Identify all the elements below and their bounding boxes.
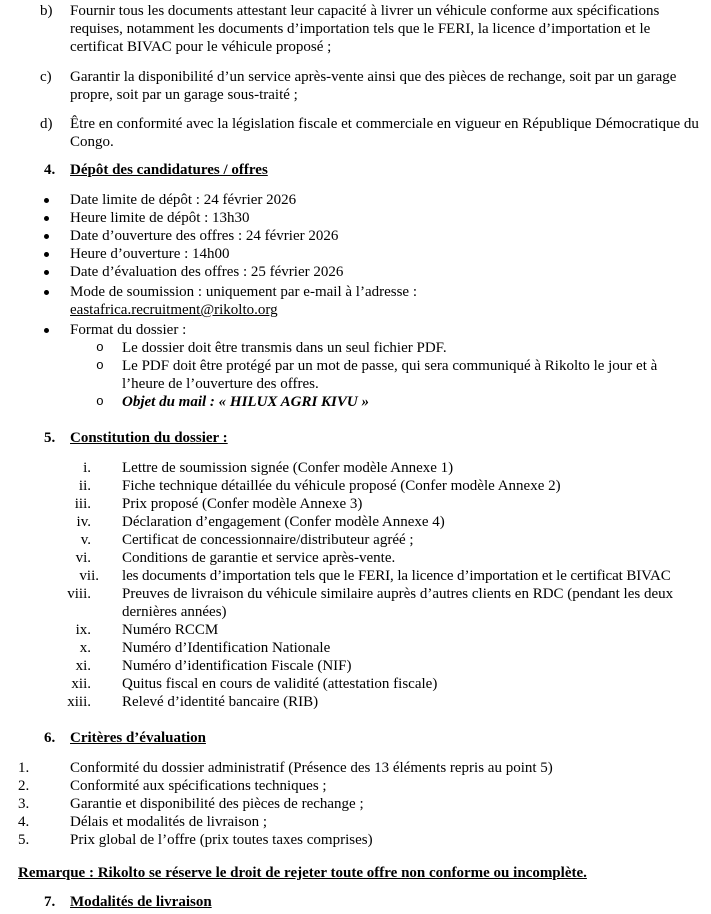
list-item xyxy=(0,621,703,639)
section-number: 6. xyxy=(44,730,56,746)
list-marker: 3. xyxy=(18,796,30,812)
condition-marker: b) xyxy=(40,3,53,19)
condition-text: Être en conformité avec la législation fiscale et commerciale en vigueur en République Démocratique du Congo. xyxy=(70,116,699,150)
list-marker: viii. xyxy=(67,586,91,602)
list-marker: v. xyxy=(80,532,91,548)
list-marker: x. xyxy=(79,640,91,656)
condition-marker: c) xyxy=(40,69,52,85)
condition-marker: d) xyxy=(40,116,53,132)
list-marker: ii. xyxy=(78,478,91,494)
email-link[interactable]: eastafrica.recruitment@rikolto.org xyxy=(70,302,278,318)
list-item xyxy=(0,477,703,495)
section-7-heading xyxy=(0,893,703,911)
section-title: Modalités de livraison xyxy=(70,894,212,910)
bullet-text: Date d’évaluation des offres : 25 février 2026 xyxy=(70,264,344,280)
list-item-text: Déclaration d’engagement (Confer modèle Annexe 4) xyxy=(122,514,445,530)
section-5-heading xyxy=(0,429,703,447)
bullet-icon xyxy=(44,216,49,221)
list-item xyxy=(0,693,703,711)
sub-list-item xyxy=(0,357,703,393)
list-item-text: Délais et modalités de livraison ; xyxy=(70,814,268,830)
bullet-item xyxy=(0,209,703,227)
list-item-text: Conditions de garantie et service après-vente. xyxy=(122,550,396,566)
list-item-text: Prix proposé (Confer modèle Annexe 3) xyxy=(122,496,363,512)
list-item xyxy=(0,549,703,567)
list-item-text: les documents d’importation tels que le FERI, la licence d’importation et le certificat BIVAC xyxy=(122,568,671,584)
section-title: Critères d’évaluation xyxy=(70,730,206,746)
mail-subject: Objet du mail : « HILUX AGRI KIVU » xyxy=(122,394,369,410)
bullet-item xyxy=(0,263,703,281)
list-item-text: Numéro RCCM xyxy=(122,622,219,638)
list-item-text: Numéro d’Identification Nationale xyxy=(122,640,331,656)
sub-item-text: Le PDF doit être protégé par un mot de passe, qui sera communiqué à Rikolto le jour et à l’heure de l’ouverture des offres. xyxy=(122,358,658,392)
bullet-item xyxy=(0,245,703,263)
list-marker: ix. xyxy=(75,622,91,638)
sub-list-item xyxy=(0,339,703,357)
bullet-item xyxy=(0,283,703,319)
list-item xyxy=(0,585,703,621)
section-number: 4. xyxy=(44,162,56,178)
list-item-text: Conformité du dossier administratif (Présence des 13 éléments repris au point 5) xyxy=(70,760,553,776)
section-4-heading xyxy=(0,161,703,179)
list-item-text: Quitus fiscal en cours de validité (attestation fiscale) xyxy=(122,676,438,692)
section-title: Constitution du dossier : xyxy=(70,430,228,446)
section-6-heading xyxy=(0,729,703,747)
list-marker: 5. xyxy=(18,832,30,848)
list-item xyxy=(0,459,703,477)
list-item xyxy=(0,831,703,849)
list-marker: 4. xyxy=(18,814,30,830)
sub-list-item xyxy=(0,393,703,411)
condition-item-b xyxy=(0,2,703,56)
list-item xyxy=(0,813,703,831)
bullet-icon xyxy=(44,234,49,239)
list-marker: 2. xyxy=(18,778,30,794)
list-item xyxy=(0,639,703,657)
list-item xyxy=(0,759,703,777)
remark-note: Remarque : Rikolto se réserve le droit de rejeter toute offre non conforme ou incomplète. xyxy=(18,865,587,881)
bullet-text: Format du dossier : xyxy=(70,322,187,338)
list-item-text: Certificat de concessionnaire/distributeur agréé ; xyxy=(122,532,414,548)
list-item-text: Garantie et disponibilité des pièces de rechange ; xyxy=(70,796,364,812)
list-item xyxy=(0,795,703,813)
section-number: 7. xyxy=(44,894,56,910)
section-title: Dépôt des candidatures / offres xyxy=(70,162,268,178)
bullet-text: Date d’ouverture des offres : 24 février 2026 xyxy=(70,228,339,244)
list-item-text: Lettre de soumission signée (Confer modèle Annexe 1) xyxy=(122,460,454,476)
list-item xyxy=(0,675,703,693)
list-marker: 1. xyxy=(18,760,30,776)
list-item xyxy=(0,531,703,549)
list-marker: vi. xyxy=(75,550,91,566)
list-item-text: Relevé d’identité bancaire (RIB) xyxy=(122,694,319,710)
list-marker: xi. xyxy=(75,658,91,674)
list-item xyxy=(0,495,703,513)
bullet-item xyxy=(0,191,703,209)
list-item xyxy=(0,777,703,795)
sub-item-text: Le dossier doit être transmis dans un seul fichier PDF. xyxy=(122,340,447,356)
bullet-text: Heure d’ouverture : 14h00 xyxy=(70,246,230,262)
list-item-text: Preuves de livraison du véhicule similaire auprès d’autres clients en RDC (pendant les deux dernières années) xyxy=(122,586,674,620)
list-marker: iv. xyxy=(76,514,91,530)
list-item-text: Conformité aux spécifications techniques ; xyxy=(70,778,327,794)
bullet-icon xyxy=(44,198,49,203)
list-item xyxy=(0,513,703,531)
list-marker: i. xyxy=(83,460,91,476)
bullet-item xyxy=(0,321,703,339)
bullet-text: Date limite de dépôt : 24 février 2026 xyxy=(70,192,297,208)
list-item-text: Numéro d’identification Fiscale (NIF) xyxy=(122,658,352,674)
condition-text: Fournir tous les documents attestant leur capacité à livrer un véhicule conforme aux spécifications requises, notamment les documents d’importation tels que le FERI, la licence d’importation et le certificat BIVAC pour le véhicule proposé ; xyxy=(70,3,660,55)
bullet-icon xyxy=(44,290,49,295)
bullet-icon xyxy=(44,328,49,333)
condition-item-d xyxy=(0,115,703,151)
list-marker: vii. xyxy=(79,568,99,584)
bullet-text: Mode de soumission : uniquement par e-mail à l’adresse : xyxy=(70,284,417,300)
bullet-item xyxy=(0,227,703,245)
bullet-icon xyxy=(44,270,49,275)
list-marker: xiii. xyxy=(67,694,91,710)
section-number: 5. xyxy=(44,430,56,446)
circle-bullet-icon: o xyxy=(96,394,104,409)
condition-text: Garantir la disponibilité d’un service après-vente ainsi que des pièces de rechange, soit par un garage propre, soit par un garage sous-traité ; xyxy=(70,69,677,103)
bullet-icon xyxy=(44,252,49,257)
list-item-text: Fiche technique détaillée du véhicule proposé (Confer modèle Annexe 2) xyxy=(122,478,561,494)
circle-bullet-icon: o xyxy=(96,358,104,373)
list-item xyxy=(0,567,711,585)
list-item xyxy=(0,657,703,675)
circle-bullet-icon: o xyxy=(96,340,104,355)
list-marker: xii. xyxy=(71,676,91,692)
condition-item-c xyxy=(0,68,703,104)
list-marker: iii. xyxy=(74,496,91,512)
list-item-text: Prix global de l’offre (prix toutes taxes comprises) xyxy=(70,832,373,848)
bullet-text: Heure limite de dépôt : 13h30 xyxy=(70,210,250,226)
